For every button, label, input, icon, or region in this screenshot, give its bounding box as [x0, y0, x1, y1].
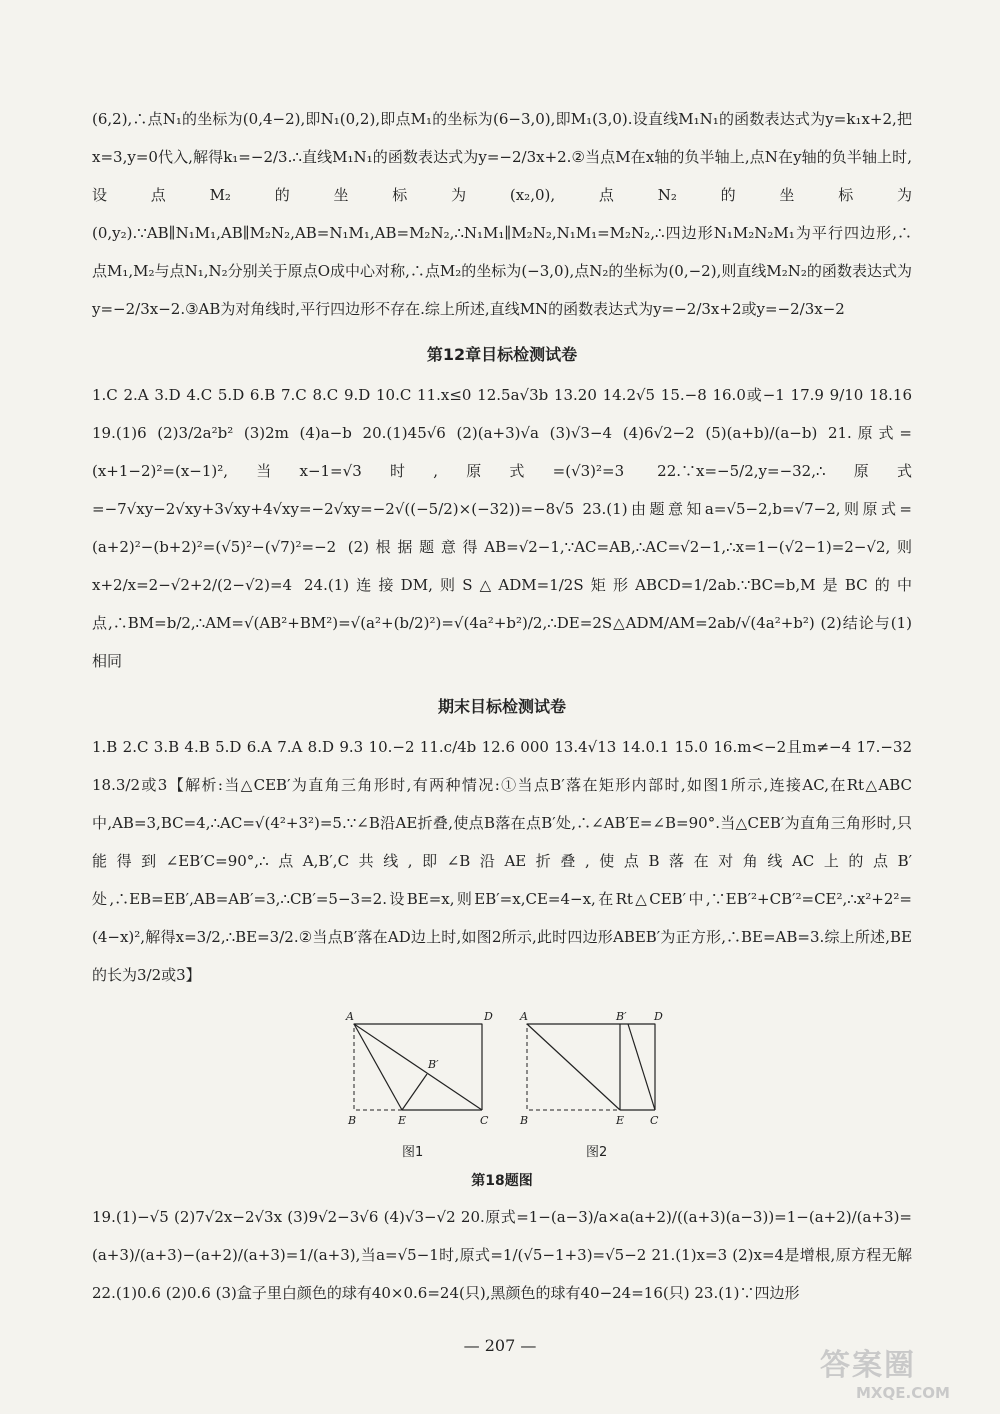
fig2-label-d: D	[654, 1010, 663, 1023]
figure-18-caption: 第18题图	[471, 1173, 533, 1189]
fig1-diagonal-ac	[354, 1024, 482, 1110]
fig2-label-a: A	[520, 1010, 528, 1023]
section-12-title: 第12章目标检测试卷	[426, 345, 578, 364]
fig2-label-b: B	[520, 1114, 529, 1127]
page-content	[92, 100, 912, 1312]
fig2-rectangle	[527, 1024, 655, 1110]
section-12-answers: 1.C 2.A 3.D 4.C 5.D 6.B 7.C 8.C 9.D 10.C 11.x≤0 12.5a√3b 13.20 14.2√5 15.−8 16.0或−1 17.9 9/10 18.16 19.(1)6 (2)3/2a²b² (3)2m (4)a−b 20.(1)45√6 (2)(a+3)√a (3)√3−4 (4)6√2−2 (5)(a+b)/(a−b) 21.原式=(x+1−2)²=(x−1)²,当x−1=√3时,原式=(√3)²=3 22.∵x=−5/2,y=−32,∴原式=−7√xy−2√xy+3√xy+4√xy=−2√xy=−2√((−5/2)×(−32))=−8√5 23.(1)由题意知a=√5−2,b=√7−2,则原式=(a+2)²−(b+2)²=(√5)²−(√7)²=−2 (2)根据题意得AB=√2−1,∵AC=AB,∴AC=√2−1,∴x=1−(√2−1)=2−√2,则x+2/x=2−√2+2/(2−√2)=4 24.(1)连接DM,则S△ADM=1/2S矩形ABCD=1/2ab.∵BC=b,M是BC的中点,∴BM=b/2,∴AM=√(AB²+BM²)=√(a²+(b/2)²)=√(4a²+b²)/2,∴DE=2S△ADM/AM=2ab/√(4a²+b²) (2)结论与(1)相同	[92, 386, 912, 670]
fig1-label-e: E	[398, 1114, 407, 1127]
page-number: — 207 —	[463, 1336, 537, 1355]
watermark-main: 答案圈	[820, 1348, 916, 1383]
figure-18-diagrams	[92, 1002, 912, 1132]
fig1-label-b: B	[348, 1114, 357, 1127]
final-exam-answers: 1.B 2.C 3.B 4.B 5.D 6.A 7.A 8.D 9.3 10.−2 11.c/4b 12.6 000 13.4√13 14.0.1 15.0 16.m<−2且m≠−4 17.−32 18.3/2或3【解析:当△CEB′为直角三角形时,有两种情况:①当点B′落在矩形内部时,如图1所示,连接AC,在Rt△ABC中,AB=3,BC=4,∴AC=√(4²+3²)=5.∵∠B沿AE折叠,使点B落在点B′处,∴∠AB′E=∠B=90°.当△CEB′为直角三角形时,只能得到∠EB′C=90°,∴点A,B′,C共线,即∠B沿AE折叠,使点B落在对角线AC上的点B′处,∴EB=EB′,AB=AB′=3,∴CB′=5−3=2.设BE=x,则EB′=x,CE=4−x,在Rt△CEB′中,∵EB′²+CB′²=CE²,∴x²+2²=(4−x)²,解得x=3/2,∴BE=3/2.②当点B′落在AD边上时,如图2所示,此时四边形ABEB′为正方形,∴BE=AB=3.综上所述,BE的长为3/2或3】	[92, 738, 912, 984]
fig1-label-d: D	[484, 1010, 493, 1023]
final-exam-title: 期末目标检测试卷	[437, 697, 566, 716]
paragraph-bottom: 19.(1)−√5 (2)7√2x−2√3x (3)9√2−3√6 (4)√3−√2 20.原式=1−(a−3)/a×a(a+2)/((a+3)(a−3))=1−(a+2)/(a+3)=(a+3)/(a+3)−(a+2)/(a+3)=1/(a+3),当a=√5−1时,原式=1/(√5−1+3)=√5−2 21.(1)x=3 (2)x=4是增根,原方程无解 22.(1)0.6 (2)0.6 (3)盒子里白颜色的球有40×0.6=24(只),黑颜色的球有40−24=16(只) 23.(1)∵四边形	[92, 1208, 912, 1302]
figure-18	[92, 1002, 912, 1162]
fig1-label-c: C	[480, 1114, 489, 1127]
fig2-label-c: C	[650, 1114, 659, 1127]
watermark-logo	[820, 1340, 990, 1406]
figure-1-drawing	[345, 1010, 493, 1127]
fig1-label-b-prime: B′	[428, 1058, 439, 1071]
figure-2-caption: 图2	[586, 1145, 608, 1160]
fig1-eb-prime	[402, 1074, 427, 1110]
paragraph-top: (6,2),∴点N₁的坐标为(0,4−2),即N₁(0,2),即点M₁的坐标为(6−3,0),即M₁(3,0).设直线M₁N₁的函数表达式为y=k₁x+2,把x=3,y=0代入,解得k₁=−2/3.∴直线M₁N₁的函数表达式为y=−2/3x+2.②当点M在x轴的负半轴上,点N在y轴的负半轴上时,设点M₂的坐标为(x₂,0),点N₂的坐标为(0,y₂).∵AB∥N₁M₁,AB∥M₂N₂,AB=N₁M₁,AB=M₂N₂,∴N₁M₁∥M₂N₂,N₁M₁=M₂N₂,∴四边形N₁M₂N₂M₁为平行四边形,∴点M₁,M₂与点N₁,N₂分别关于原点O成中心对称,∴点M₂的坐标为(−3,0),点N₂的坐标为(0,−2),则直线M₂N₂的函数表达式为y=−2/3x−2.③AB为对角线时,平行四边形不存在.综上所述,直线MN的函数表达式为y=−2/3x+2或y=−2/3x−2	[92, 110, 912, 318]
fig2-label-e: E	[616, 1114, 625, 1127]
fig2-label-b-prime: B′	[616, 1010, 627, 1023]
figure-2-drawing	[519, 1010, 663, 1127]
fig1-fold-ae	[354, 1024, 402, 1110]
fig1-label-a: A	[346, 1010, 354, 1023]
watermark-sub: MXQE.COM	[856, 1384, 950, 1402]
figure-1-caption: 图1	[402, 1145, 424, 1160]
fig2-fold-ae	[527, 1024, 620, 1110]
